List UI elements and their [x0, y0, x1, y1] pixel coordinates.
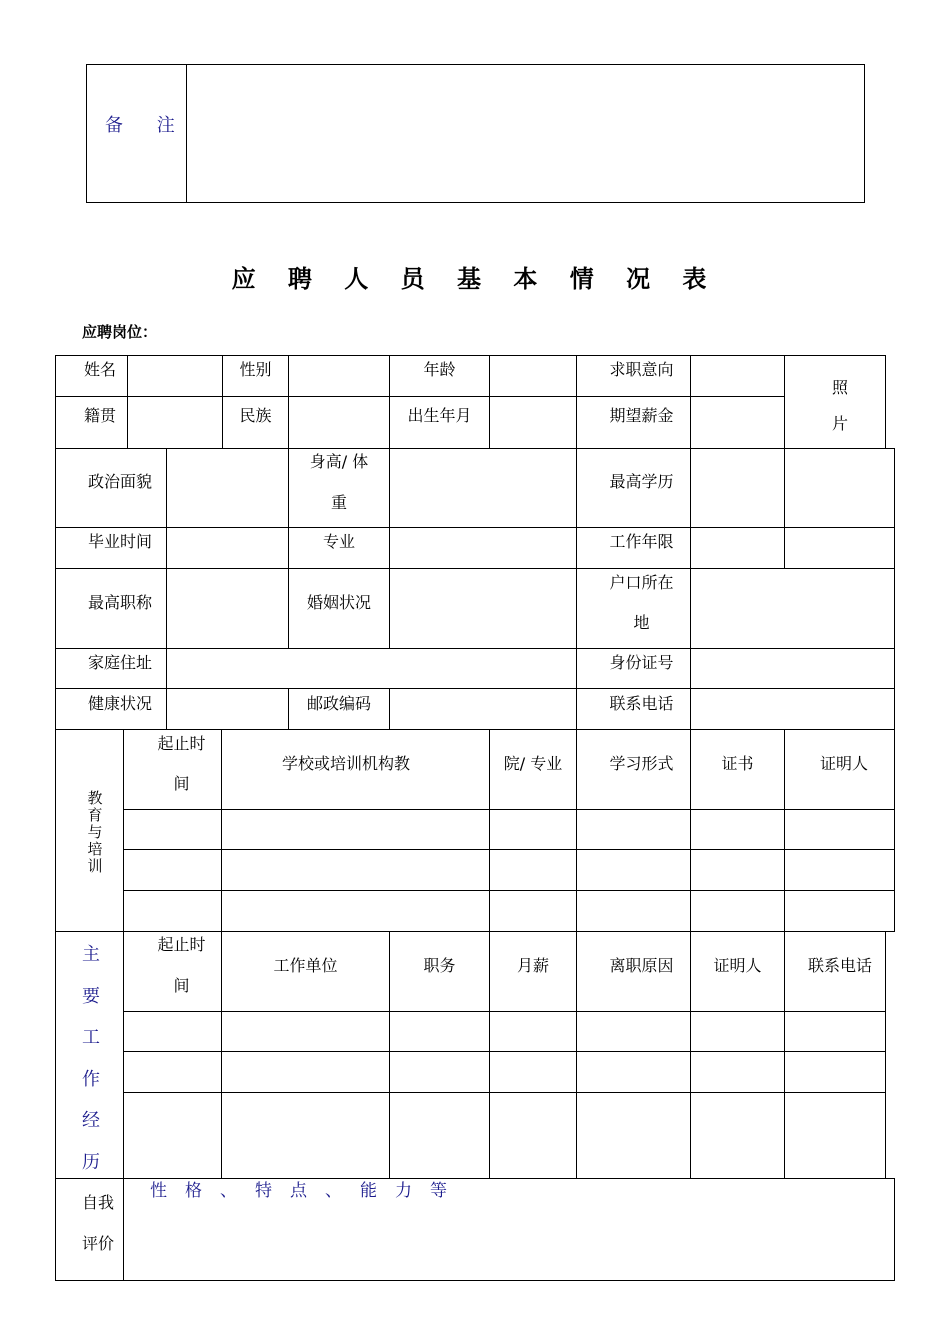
edu-char-4: 培: [87, 840, 103, 858]
work-char-5: 经: [82, 1110, 100, 1131]
label-height-1: 身高/ 体: [309, 452, 369, 471]
edu-char-5: 训: [87, 857, 103, 875]
position-label: 应聘岗位：: [82, 323, 158, 341]
work-time-2: 间: [173, 976, 190, 995]
label-height-2: 重: [330, 493, 347, 512]
label-marriage: 婚姻状况: [306, 593, 371, 612]
work-pay: 月薪: [516, 956, 549, 975]
self-eval-field[interactable]: [125, 1205, 893, 1279]
edu-char-2: 育: [87, 806, 103, 824]
edu-cert: 证书: [721, 754, 754, 773]
self-eval-hint: 性格、特点、能力等: [150, 1181, 465, 1201]
label-work-years: 工作年限: [609, 532, 674, 551]
label-address: 家庭住址: [87, 653, 152, 672]
work-char-6: 历: [82, 1151, 100, 1173]
edu-witness: 证明人: [819, 754, 868, 773]
label-postcode: 邮政编码: [306, 694, 371, 713]
label-political: 政治面貌: [87, 472, 152, 491]
label-salary: 期望薪金: [609, 406, 674, 425]
label-health: 健康状况: [87, 694, 152, 713]
work-char-4: 作: [82, 1068, 100, 1090]
label-hukou-1: 户口所在: [609, 573, 674, 592]
label-ethnic: 民族: [239, 406, 272, 425]
edu-char-1: 教: [87, 789, 103, 807]
label-title-rank: 最高职称: [87, 593, 152, 612]
work-contact: 联系电话: [807, 956, 872, 975]
label-major: 专业: [322, 532, 355, 551]
education-side-label: [55, 790, 135, 875]
edu-dept: 院/ 专业: [503, 754, 563, 773]
photo-label-1: 照: [831, 378, 848, 397]
self-eval-label-1: 自我: [81, 1193, 114, 1212]
edu-char-3: 与: [87, 823, 103, 841]
work-side-label: [55, 934, 127, 1183]
label-name: 姓名: [83, 360, 116, 379]
label-grad-time: 毕业时间: [87, 532, 152, 551]
form-title: 应 聘 人 员 基 本 情 况 表: [231, 265, 719, 293]
label-degree: 最高学历: [609, 472, 674, 491]
work-char-1: 主: [82, 944, 100, 965]
work-time-1: 起止时: [157, 935, 206, 954]
work-char-3: 工: [82, 1027, 100, 1048]
label-native-place: 籍贯: [83, 406, 116, 425]
work-char-2: 要: [82, 985, 100, 1007]
label-age: 年龄: [423, 360, 456, 379]
edu-time-2: 间: [173, 774, 190, 793]
work-duty: 职务: [423, 956, 456, 975]
edu-time-1: 起止时: [157, 734, 206, 753]
self-eval-label-2: 评价: [81, 1234, 114, 1253]
photo-label-2: 片: [831, 414, 848, 433]
label-gender: 性别: [239, 360, 272, 379]
label-phone: 联系电话: [609, 694, 674, 713]
label-intent: 求职意向: [609, 360, 674, 379]
edu-school: 学校或培训机构教: [282, 754, 411, 773]
work-leave-reason: 离职原因: [609, 956, 674, 975]
work-witness: 证明人: [713, 956, 762, 975]
label-birth: 出生年月: [407, 406, 472, 425]
label-hukou-2: 地: [633, 613, 650, 632]
label-id-number: 身份证号: [609, 653, 674, 672]
work-company: 工作单位: [273, 956, 338, 975]
remark-label: 备 注: [105, 115, 189, 136]
edu-form: 学习形式: [609, 754, 674, 773]
remark-field[interactable]: [188, 66, 863, 201]
